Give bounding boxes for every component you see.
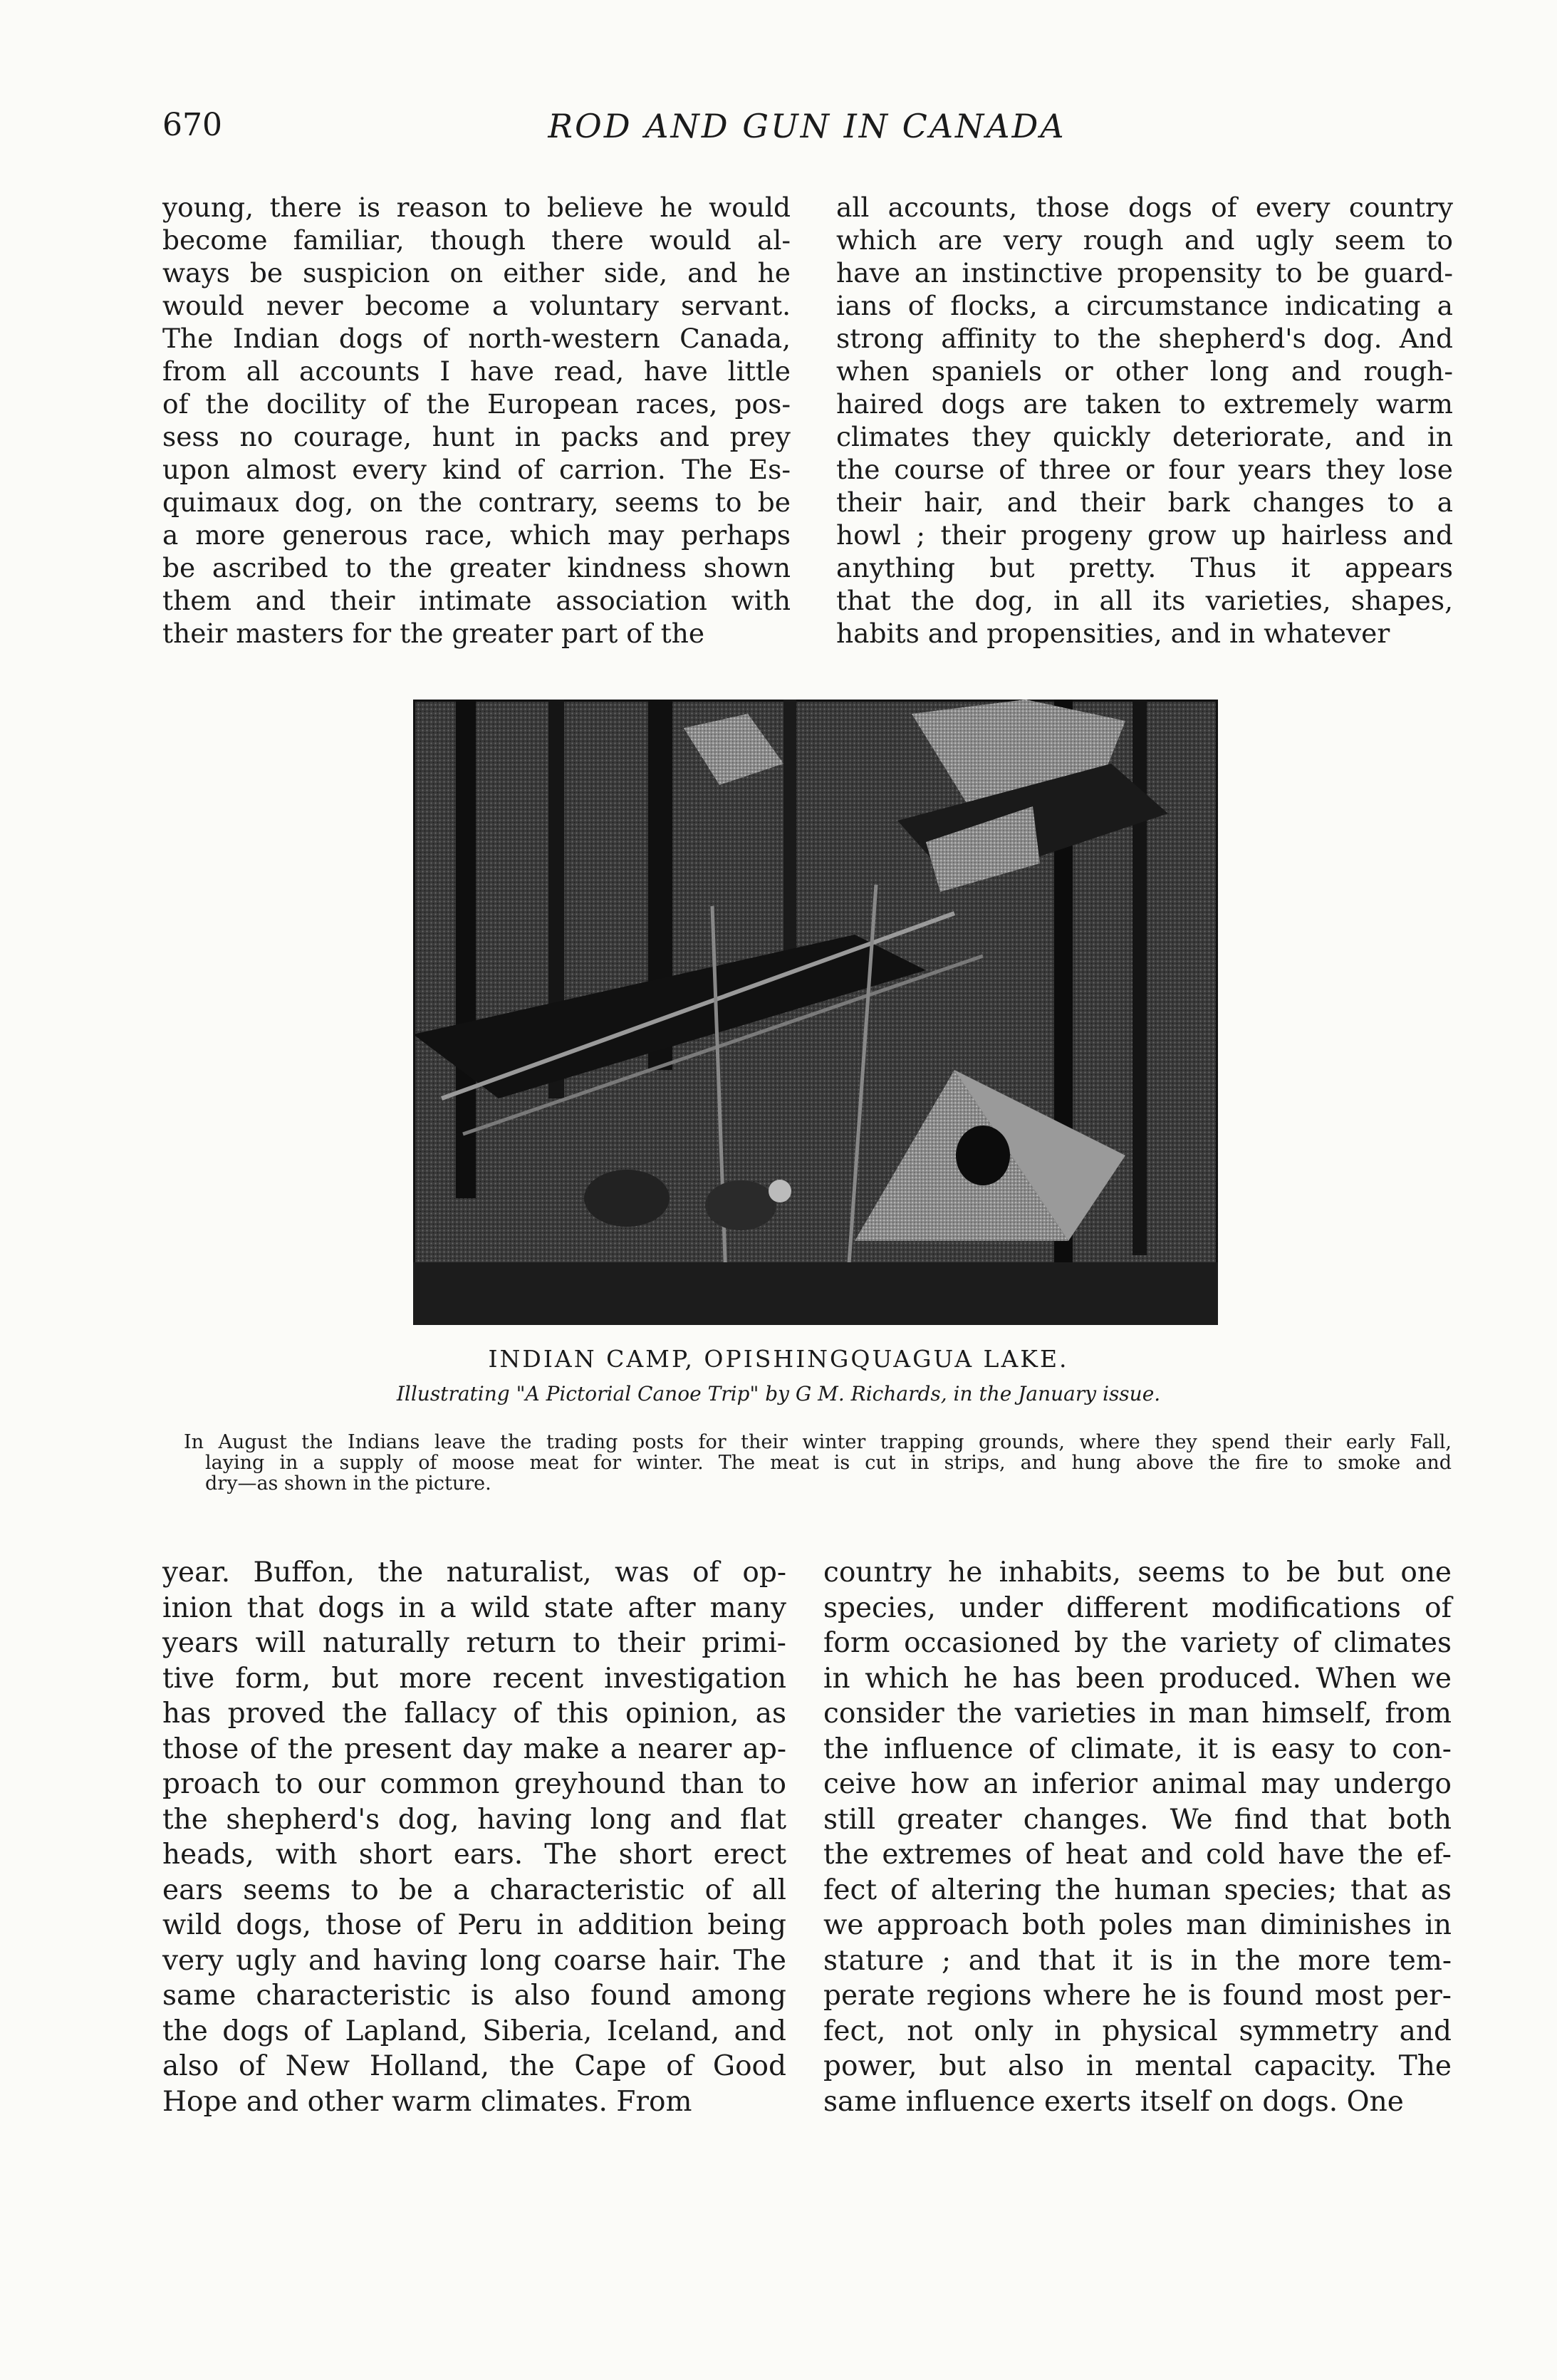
text-line: quimaux dog, on the contrary, seems to be — [162, 487, 791, 518]
text-line: power, but also in mental capacity. The — [823, 2050, 1452, 2082]
column-top-left — [162, 191, 791, 650]
text-line: species, under different modifications of — [823, 1591, 1452, 1624]
text-line: when spaniels or other long and rough- — [836, 355, 1453, 387]
text-line: year. Buffon, the naturalist, was of op- — [162, 1557, 786, 1589]
text-line: become familiar, though there would al- — [162, 224, 791, 256]
text-line: of the docility of the European races, pos- — [162, 388, 791, 420]
text-line: the extremes of heat and cold have the ef- — [823, 1839, 1452, 1871]
figure-note — [184, 1432, 1452, 1494]
text-line: consider the varieties in man himself, from — [823, 1698, 1452, 1730]
text-line: ceive how an inferior animal may undergo — [823, 1768, 1452, 1800]
text-line: still greater changes. We find that both — [823, 1803, 1452, 1836]
text-line: inion that dogs in a wild state after many — [162, 1591, 786, 1624]
text-line: perate regions where he is found most per- — [823, 1980, 1452, 2012]
text-line: be ascribed to the greater kindness shown — [162, 552, 791, 583]
text-line: fect, not only in physical symmetry and — [823, 2015, 1452, 2047]
text-line: would never become a voluntary servant. — [162, 290, 791, 321]
text-line: country he inhabits, seems to be but one — [823, 1557, 1452, 1589]
text-line: young, there is reason to believe he would — [162, 192, 791, 223]
page-header — [162, 107, 1452, 150]
page-number: 670 — [162, 107, 222, 143]
text-line: ians of flocks, a circumstance indicating a — [836, 290, 1453, 321]
figure-credit: Illustrating "A Pictorial Canoe Trip" by G M. Richards, in the January issue. — [396, 1382, 1161, 1405]
text-line: those of the present day make a nearer ap- — [162, 1732, 786, 1765]
figure-photo — [413, 700, 1218, 1325]
text-line: the influence of climate, it is easy to con- — [823, 1732, 1452, 1765]
text-line: strong affinity to the shepherd's dog. And — [836, 323, 1453, 354]
text-line: stature ; and that it is in the more tem- — [823, 1944, 1452, 1977]
text-line: the course of three or four years they lose — [836, 454, 1453, 485]
text-line: has proved the fallacy of this opinion, as — [162, 1698, 786, 1730]
camp-photo-image — [413, 700, 1218, 1325]
text-line: sess no courage, hunt in packs and prey — [162, 421, 791, 452]
text-line: the dogs of Lapland, Siberia, Iceland, and — [162, 2015, 786, 2047]
text-line: which are very rough and ugly seem to — [836, 224, 1453, 256]
text-line: climates they quickly deteriorate, and in — [836, 421, 1453, 452]
text-line: anything but pretty. Thus it appears — [836, 552, 1453, 583]
text-line: that the dog, in all its varieties, shapes, — [836, 585, 1453, 616]
text-line: their masters for the greater part of the — [162, 618, 705, 649]
text-line: years will naturally return to their primi- — [162, 1627, 786, 1659]
text-line: heads, with short ears. The short erect — [162, 1839, 786, 1871]
text-line: fect of altering the human species; that as — [823, 1874, 1452, 1906]
running-title: ROD AND GUN IN CANADA — [548, 107, 1066, 145]
text-line: we approach both poles man diminishes in — [823, 1909, 1452, 1941]
text-line: have an instinctive propensity to be guard- — [836, 257, 1453, 289]
text-line: Hope and other warm climates. From — [162, 2085, 692, 2118]
text-line: howl ; their progeny grow up hairless and — [836, 519, 1453, 551]
text-line: also of New Holland, the Cape of Good — [162, 2050, 786, 2082]
figure-note-line: laying in a supply of moose meat for winter. The meat is cut in strips, and hung above the fire to smoke and — [205, 1452, 1452, 1474]
text-line: very ugly and having long coarse hair. The — [162, 1944, 786, 1977]
text-line: their hair, and their bark changes to a — [836, 487, 1453, 518]
text-line: all accounts, those dogs of every country — [836, 192, 1453, 223]
text-line: a more generous race, which may perhaps — [162, 519, 791, 551]
text-line: in which he has been produced. When we — [823, 1662, 1452, 1695]
text-line: wild dogs, those of Peru in addition being — [162, 1909, 786, 1941]
text-line: the shepherd's dog, having long and flat — [162, 1803, 786, 1836]
text-line: ways be suspicion on either side, and he — [162, 257, 791, 289]
text-line: The Indian dogs of north-western Canada, — [162, 323, 791, 354]
text-line: them and their intimate association with — [162, 585, 791, 616]
column-bottom-right — [823, 1555, 1452, 2119]
column-top-right — [836, 191, 1453, 650]
figure-note-line: In August the Indians leave the trading posts for their winter trapping grounds, where they spend their early Fall, — [184, 1431, 1452, 1453]
text-line: habits and propensities, and in whatever — [836, 618, 1390, 649]
figure-title: INDIAN CAMP, OPISHINGQUAGUA LAKE. — [488, 1345, 1069, 1373]
text-line: haired dogs are taken to extremely warm — [836, 388, 1453, 420]
text-line: same influence exerts itself on dogs. One — [823, 2085, 1404, 2118]
column-bottom-left — [162, 1555, 786, 2119]
text-line: same characteristic is also found among — [162, 1980, 786, 2012]
text-line: form occasioned by the variety of climates — [823, 1627, 1452, 1659]
text-line: upon almost every kind of carrion. The Es- — [162, 454, 791, 485]
text-line: ears seems to be a characteristic of all — [162, 1874, 786, 1906]
text-line: tive form, but more recent investigation — [162, 1662, 786, 1695]
text-line: from all accounts I have read, have little — [162, 355, 791, 387]
figure-note-line: dry—as shown in the picture. — [205, 1472, 491, 1495]
text-line: proach to our common greyhound than to — [162, 1768, 786, 1800]
